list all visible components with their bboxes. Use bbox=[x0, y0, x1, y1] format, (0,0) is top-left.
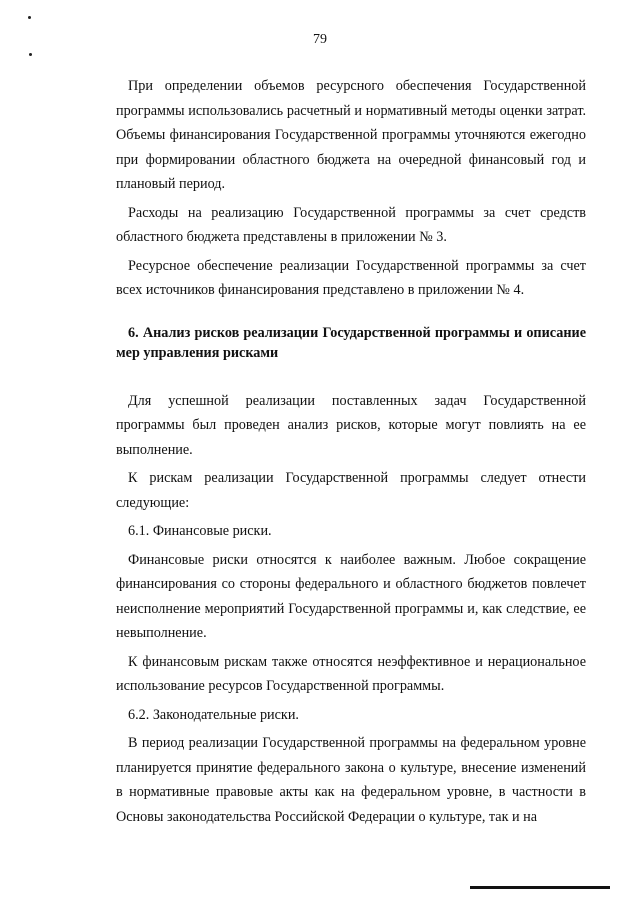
paragraph: Для успешной реализации поставленных задач Государственной программы был проведен анализ рисков, которые могут повлиять на ее выполнение. bbox=[116, 392, 586, 458]
paragraph: В период реализации Государственной программы на федеральном уровне планируется принятие федерального закона о культуре, внесение изменений в нормативные правовые акты как на федеральном уровне, в частности в Основы законодательства Российской Федерации о культуре, так и на bbox=[116, 735, 586, 825]
paragraph: К финансовым рискам также относятся неэффективное и нерациональное использование ресурсов Государственной программы. bbox=[116, 653, 586, 694]
paragraph: Финансовые риски относятся к наиболее важным. Любое сокращение финансирования со стороны федерального и областного бюджетов повлечет неисполнение мероприятий Государственной программы и, как следствие, ее невыполнение. bbox=[116, 551, 586, 641]
subsection-heading: 6.1. Финансовые риски. bbox=[128, 523, 272, 539]
paragraph: Ресурсное обеспечение реализации Государственной программы за счет всех источников финансирования представлено в приложении № 4. bbox=[116, 257, 586, 298]
paragraph: При определении объемов ресурсного обеспечения Государственной программы использовались расчетный и нормативный методы оценки затрат. Объемы финансирования Государственной программы уточняются ежегодно при формировании областного бюджета на очередной финансовый год и плановый период. bbox=[116, 78, 586, 192]
footer-rule bbox=[470, 886, 610, 889]
subsection-heading: 6.2. Законодательные риски. bbox=[128, 706, 299, 723]
paragraph: Расходы на реализацию Государственной программы за счет средств областного бюджета представлены в приложении № 3. bbox=[116, 204, 586, 245]
paragraph: К рискам реализации Государственной программы следует отнести следующие: bbox=[116, 470, 586, 511]
page-number: 79 bbox=[313, 32, 327, 47]
section-heading: 6. Анализ рисков реализации Государственной программы и описание мер управления рисками bbox=[116, 324, 586, 361]
scan-artifact-dot bbox=[29, 53, 32, 56]
scan-artifact-dot bbox=[28, 16, 31, 19]
document-body bbox=[116, 74, 586, 829]
